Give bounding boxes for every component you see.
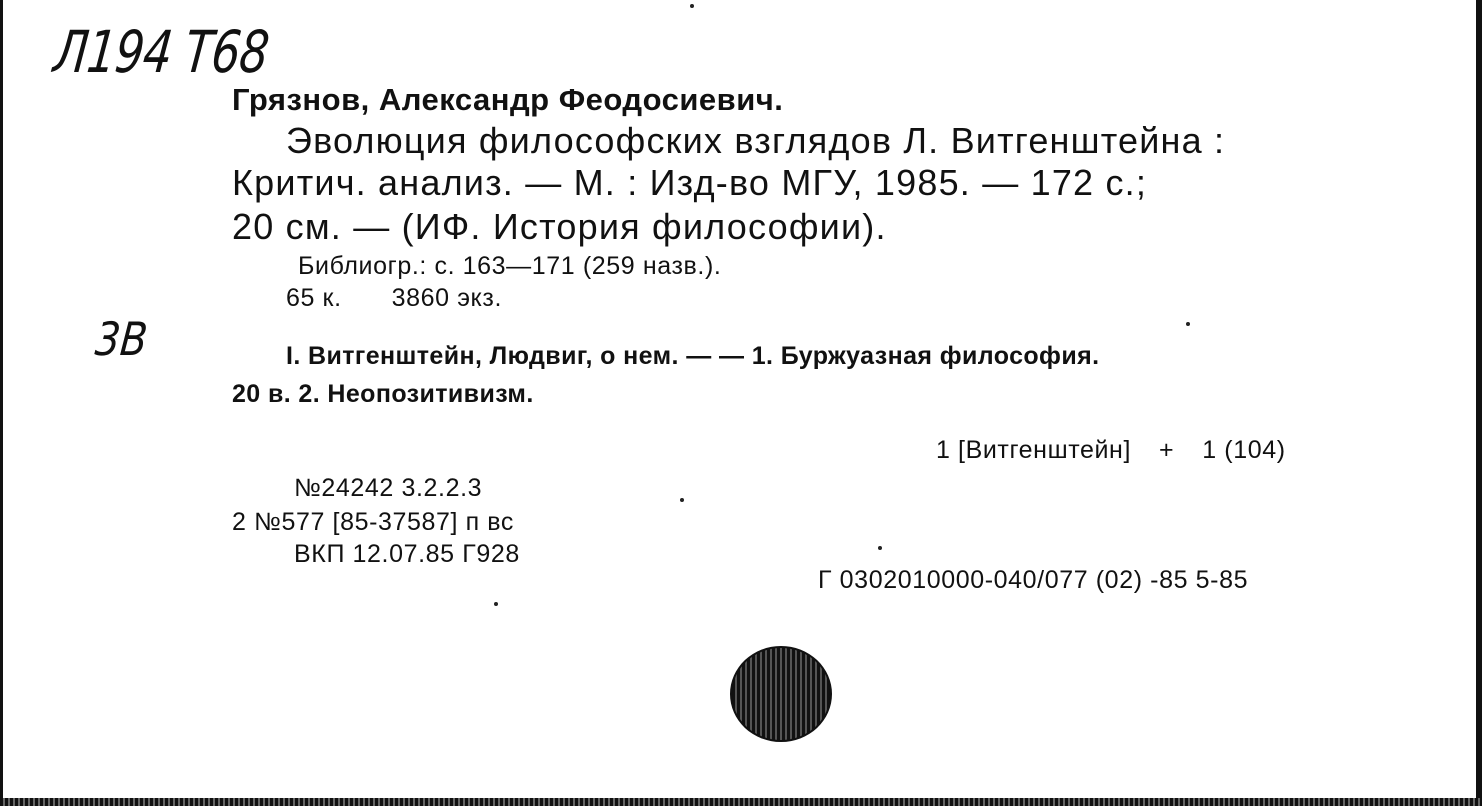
bibliography-note: Библиогр.: с. 163—171 (259 назв.). <box>298 252 722 280</box>
class-index-right: 1 (104) <box>1202 436 1286 464</box>
class-index-plus: + <box>1159 436 1175 464</box>
card-rod-hole <box>730 646 832 742</box>
card-right-edge <box>1476 0 1482 806</box>
subject-headings-line-2: 20 в. 2. Неопозитивизм. <box>232 380 534 408</box>
handwritten-classification-mark: 3В <box>93 312 150 366</box>
class-index-left: 1 [Витгенштейн] <box>936 436 1132 464</box>
vkp-stamp-line: ВКП 12.07.85 Г928 <box>294 540 520 568</box>
print-speck <box>494 602 498 606</box>
price: 65 к. <box>286 284 342 312</box>
publisher-code-line: Г 0302010000-040/077 (02) -85 5-85 <box>818 566 1249 594</box>
imprint-line: Критич. анализ. — М. : Изд-во МГУ, 1985. — 172 с.; <box>232 162 1148 203</box>
card-left-edge <box>0 0 3 806</box>
print-speck <box>1186 322 1190 326</box>
price-and-copies <box>286 284 502 313</box>
accession-number: №24242 3.2.2.3 <box>294 474 483 502</box>
classification-index <box>936 436 1286 465</box>
title-line: Эволюция философских взглядов Л. Витгенштейна : <box>286 120 1226 161</box>
registration-number: 2 №577 [85-37587] п вс <box>232 508 514 536</box>
card-bottom-edge <box>0 798 1482 806</box>
print-speck <box>680 498 684 502</box>
copies: 3860 экз. <box>391 284 502 312</box>
author-heading: Грязнов, Александр Феодосиевич. <box>232 82 784 117</box>
print-speck <box>878 546 882 550</box>
print-speck <box>690 4 694 8</box>
handwritten-call-number: Л194 Т68 <box>50 18 272 86</box>
subject-headings-line-1: I. Витгенштейн, Людвиг, о нем. — — 1. Буржуазная философия. <box>286 342 1100 370</box>
series-line: 20 см. — (ИФ. История философии). <box>232 206 887 247</box>
